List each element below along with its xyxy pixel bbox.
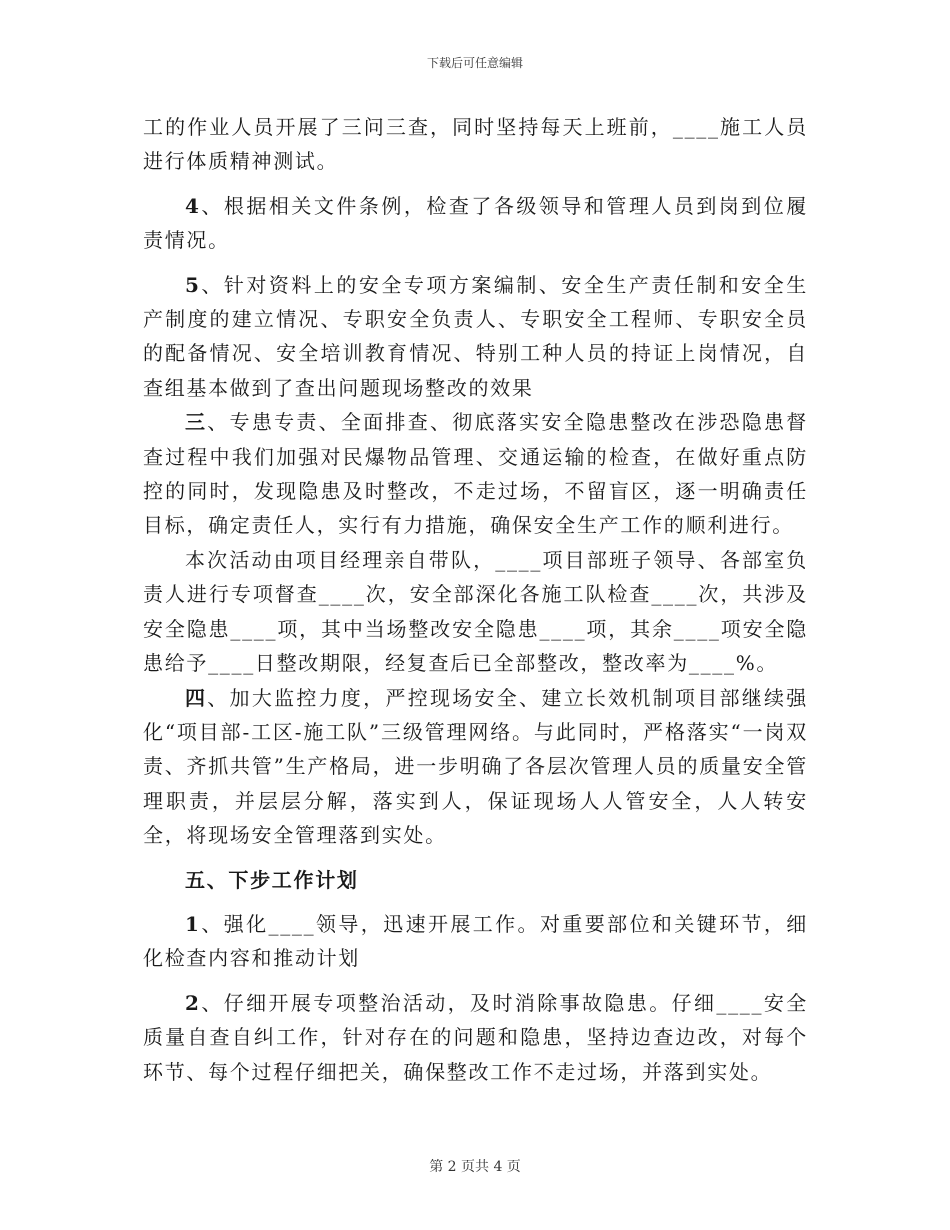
item-number: 2 bbox=[185, 990, 201, 1015]
paragraph-1 bbox=[143, 110, 808, 179]
document-body bbox=[143, 110, 808, 1089]
paragraph-activity bbox=[143, 543, 808, 681]
page-footer: 第 2 页共 4 页 bbox=[429, 1159, 521, 1175]
section-three-text: 、专患专责、全面排查、彻底落实安全隐患整改在涉恐隐患督查过程中我们加强对民爆物品管理、交通运输的检查，在做好重点防控的同时，发现隐患及时整改，不走过场，不留盲区，逐一明确责任目标，确定责任人，实行有力措施，确保安全生产工作的顺利进行。 bbox=[143, 410, 809, 538]
section-four bbox=[143, 681, 808, 853]
section-four-text: 、加大监控力度，严控现场安全、建立长效机制项目部继续强化“项目部-工区-施工队”三级管理网络。与此同时，严格落实“一岗双责、齐抓共管”生产格局，进一步明确了各层次管理人员的质量安全管理职责，并层层分解，落实到人，保证现场人人管安全，人人转安全，将现场安全管理落到实处。 bbox=[143, 685, 809, 848]
page-header: 下载后可任意编辑 bbox=[426, 56, 523, 70]
section-five-heading-text: 五、下步工作计划 bbox=[185, 867, 359, 892]
plan-item-2-text: 、仔细开展专项整治活动，及时消除事故隐患。仔细____安全质量自查自纠工作，针对存在的问题和隐患，坚持边查边改，对每个环节、每个过程仔细把关，确保整改工作不走过场，并落到实处。 bbox=[143, 990, 808, 1084]
plan-item-1-text: 、强化____领导，迅速开展工作。对重要部位和关键环节，细化检查内容和推动计划 bbox=[143, 911, 808, 971]
paragraph-item-5 bbox=[143, 268, 808, 406]
section-three bbox=[143, 405, 808, 543]
paragraph-item-5-text: 、针对资料上的安全专项方案编制、安全生产责任制和安全生产制度的建立情况、专职安全负责人、专职安全工程师、专职安全员的配备情况、安全培训教育情况、特别工种人员的持证上岗情况，自查组基本做到了查出问题现场整改的效果 bbox=[143, 272, 808, 400]
plan-item-1 bbox=[143, 907, 808, 976]
plan-item-2 bbox=[143, 986, 808, 1089]
section-number: 四 bbox=[185, 685, 208, 710]
item-number: 4 bbox=[185, 193, 201, 218]
paragraph-item-4 bbox=[143, 189, 808, 258]
item-number: 1 bbox=[185, 911, 201, 936]
section-number: 三 bbox=[185, 410, 208, 435]
paragraph-activity-text: 本次活动由项目经理亲自带队，____项目部班子领导、各部室负责人进行专项督查____次，安全部深化各施工队检查____次，共涉及安全隐患____项，其中当场整改安全隐患____项，其余____项安全隐患给予____日整改期限，经复查后已全部整改，整改率为____%。 bbox=[143, 547, 808, 676]
item-number: 5 bbox=[185, 272, 201, 297]
paragraph-1-text: 工的作业人员开展了三问三查，同时坚持每天上班前，____施工人员进行体质精神测试。 bbox=[143, 115, 808, 174]
paragraph-item-4-text: 、根据相关文件条例，检查了各级领导和管理人员到岗到位履责情况。 bbox=[143, 193, 808, 253]
section-five-heading bbox=[143, 863, 808, 897]
